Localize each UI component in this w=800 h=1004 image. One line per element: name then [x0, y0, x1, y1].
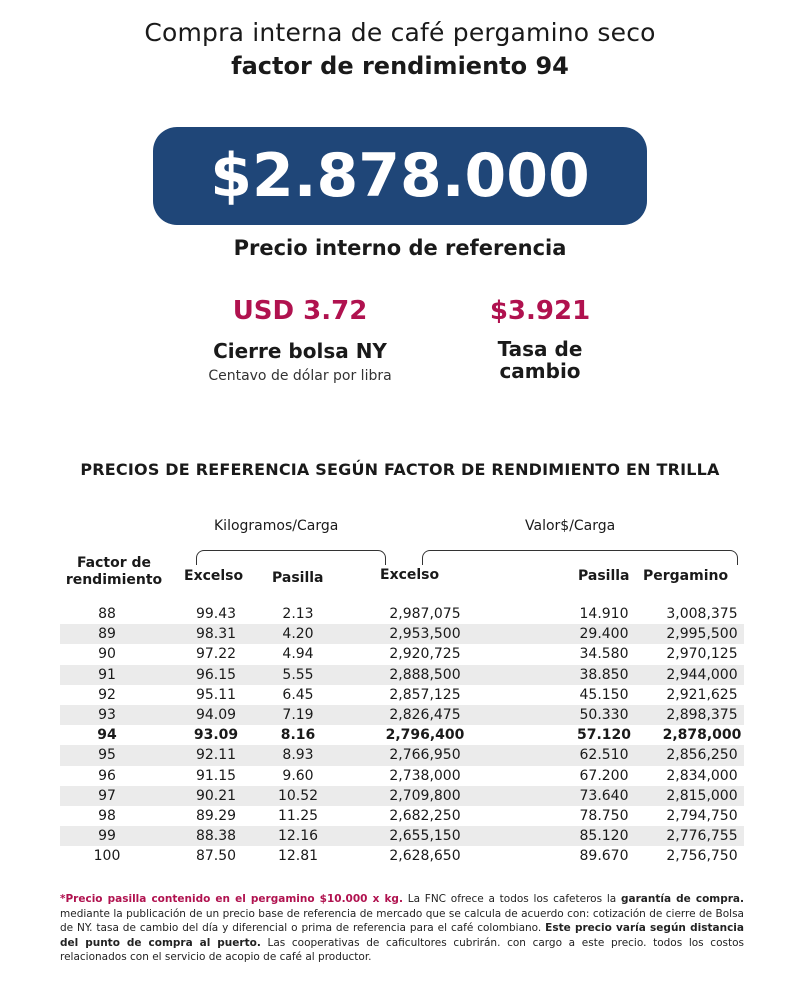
footnote-pasilla-price: *Precio pasilla contenido en el pergamino $10.000 x kg.	[60, 893, 403, 905]
cell-kg-excelso: 91.15	[195, 767, 237, 784]
table-row	[60, 745, 744, 765]
cell-kg-excelso: 96.15	[195, 666, 237, 683]
cell-value-pergamino: 2,756,750	[666, 848, 738, 865]
cell-kg-pasilla: 9.60	[282, 767, 314, 784]
reference-price-value: $2.878.000	[210, 141, 590, 211]
cell-kg-excelso: 98.31	[195, 626, 237, 643]
cell-kg-pasilla: 10.52	[277, 787, 319, 804]
cell-kg-excelso: 94.09	[195, 706, 237, 723]
page-title-line2: factor de rendimiento 94	[231, 52, 569, 80]
cell-kg-excelso: 97.22	[195, 646, 237, 663]
cell-kg-pasilla: 6.45	[282, 686, 314, 703]
header-value-pergamino: Pergamino	[643, 568, 729, 584]
footnote-text-2: mediante la publicación de un precio base de referencia de mercado que se calcula de acuerdo con: cotización de cierre de Bolsa de NY. tasa de cambio del día y diferencial o prima de referencia para el café colombiano.	[60, 907, 744, 935]
cell-value-pasilla: 89.670	[579, 848, 629, 865]
cell-kg-pasilla: 2.13	[282, 606, 314, 622]
cell-kg-pasilla: 8.93	[282, 747, 314, 764]
header-factor	[62, 555, 166, 589]
cell-value-pergamino: 2,815,000	[666, 787, 738, 804]
cell-factor: 91	[98, 666, 116, 683]
cell-factor: 98	[98, 807, 116, 824]
table-row	[60, 644, 744, 664]
cell-kg-pasilla: 11.25	[277, 807, 319, 824]
price-table-body	[60, 604, 744, 866]
cell-value-excelso: 2,826,475	[389, 706, 461, 723]
exchange-rate-label-line2: cambio	[499, 359, 581, 383]
ny-close-value: USD 3.72	[232, 296, 368, 326]
cell-value-excelso: 2,987,075	[389, 606, 461, 622]
cell-kg-excelso: 99.43	[195, 606, 237, 622]
cell-value-pergamino: 2,794,750	[666, 807, 738, 824]
footnote	[60, 892, 744, 965]
cell-value-pergamino: 2,898,375	[666, 706, 738, 723]
cell-factor: 92	[98, 686, 116, 703]
cell-value-excelso: 2,953,500	[389, 626, 461, 643]
cell-value-excelso: 2,766,950	[389, 747, 461, 764]
cell-factor: 89	[98, 626, 116, 643]
cell-value-excelso: 2,628,650	[389, 848, 461, 865]
exchange-rate-label-line1: Tasa de	[497, 337, 583, 361]
cell-value-pasilla: 29.400	[579, 626, 629, 643]
header-value-pasilla: Pasilla	[578, 568, 630, 584]
cell-value-pergamino: 2,834,000	[666, 767, 738, 784]
cell-value-excelso: 2,857,125	[389, 686, 461, 703]
table-row	[60, 624, 744, 644]
table-row	[60, 806, 744, 826]
cell-value-pasilla: 67.200	[579, 767, 629, 784]
cell-kg-excelso: 87.50	[195, 848, 237, 865]
group-label-value: Valor$/Carga	[525, 518, 616, 534]
cell-value-pasilla: 38.850	[579, 666, 629, 683]
ny-close-indicator	[180, 296, 420, 384]
cell-value-excelso: 2,738,000	[389, 767, 461, 784]
cell-kg-pasilla: 8.16	[280, 727, 316, 744]
cell-value-pergamino: 2,856,250	[666, 747, 738, 764]
cell-kg-pasilla: 12.81	[277, 848, 319, 865]
cell-value-excelso: 2,709,800	[389, 787, 461, 804]
header-kg-pasilla: Pasilla	[272, 570, 324, 586]
table-row	[60, 604, 744, 624]
table-row	[60, 725, 744, 745]
cell-value-pasilla: 85.120	[579, 828, 629, 845]
cell-kg-excelso: 88.38	[195, 828, 237, 845]
cell-value-pergamino: 3,008,375	[666, 606, 738, 622]
cell-factor: 95	[98, 747, 116, 764]
cell-factor: 88	[98, 606, 116, 622]
table-row	[60, 826, 744, 846]
cell-kg-pasilla: 7.19	[282, 706, 314, 723]
cell-value-pergamino: 2,995,500	[666, 626, 738, 643]
cell-value-pasilla: 78.750	[579, 807, 629, 824]
table-row	[60, 705, 744, 725]
cell-value-pasilla: 62.510	[579, 747, 629, 764]
cell-value-excelso: 2,888,500	[389, 666, 461, 683]
cell-value-pasilla: 14.910	[579, 606, 629, 622]
cell-value-pasilla: 57.120	[576, 727, 632, 744]
cell-kg-excelso: 92.11	[195, 747, 237, 764]
cell-factor: 99	[98, 828, 116, 845]
header-factor-line2: rendimiento	[65, 572, 163, 588]
cell-factor: 96	[98, 767, 116, 784]
header-kg-excelso: Excelso	[184, 568, 244, 584]
footnote-guarantee: garantía de compra.	[620, 893, 745, 905]
group-bracket-kg	[196, 550, 386, 565]
footnote-text-3: Las cooperativas de caficultores cubrirán. con cargo a este precio. todos los costos relacionados con el servicio de acopio de café al productor.	[60, 936, 744, 964]
cell-kg-pasilla: 5.55	[282, 666, 314, 683]
group-bracket-value	[422, 550, 738, 565]
cell-value-pergamino: 2,944,000	[666, 666, 738, 683]
cell-value-pasilla: 73.640	[579, 787, 629, 804]
cell-factor: 90	[98, 646, 116, 663]
cell-factor: 97	[98, 787, 116, 804]
header-value-excelso: Excelso	[380, 567, 440, 583]
cell-factor: 94	[97, 727, 117, 744]
ny-close-sublabel: Centavo de dólar por libra	[208, 368, 392, 384]
table-row	[60, 766, 744, 786]
price-box	[153, 127, 647, 225]
cell-value-excelso: 2,682,250	[389, 807, 461, 824]
footnote-text-1: La FNC ofrece a todos los cafeteros la	[402, 893, 621, 905]
cell-kg-excelso: 93.09	[193, 727, 239, 744]
cell-kg-pasilla: 12.16	[277, 828, 319, 845]
cell-kg-excelso: 95.11	[195, 686, 237, 703]
table-row	[60, 786, 744, 806]
cell-value-pasilla: 50.330	[579, 706, 629, 723]
cell-value-pergamino: 2,776,755	[666, 828, 738, 845]
cell-factor: 100	[93, 848, 121, 865]
table-row	[60, 846, 744, 866]
table-section-title: PRECIOS DE REFERENCIA SEGÚN FACTOR DE RENDIMIENTO EN TRILLA	[80, 460, 720, 479]
cell-value-excelso: 2,796,400	[385, 727, 465, 744]
cell-value-excelso: 2,920,725	[389, 646, 461, 663]
exchange-rate-indicator	[455, 296, 625, 382]
page-title-line1: Compra interna de café pergamino seco	[144, 18, 656, 47]
cell-kg-pasilla: 4.94	[282, 646, 314, 663]
cell-value-pergamino: 2,921,625	[666, 686, 738, 703]
exchange-rate-label	[455, 338, 625, 382]
group-label-kg: Kilogramos/Carga	[214, 518, 339, 534]
table-row	[60, 685, 744, 705]
cell-kg-pasilla: 4.20	[282, 626, 314, 643]
cell-kg-excelso: 89.29	[195, 807, 237, 824]
cell-value-excelso: 2,655,150	[389, 828, 461, 845]
footnote-distance-note: Este precio varía según distancia del punto de compra al puerto.	[60, 922, 744, 949]
header-factor-line1: Factor de	[76, 555, 152, 571]
table-row	[60, 665, 744, 685]
cell-value-pasilla: 45.150	[579, 686, 629, 703]
cell-value-pergamino: 2,970,125	[666, 646, 738, 663]
cell-value-pergamino: 2,878,000	[662, 727, 742, 744]
reference-price-caption: Precio interno de referencia	[233, 236, 567, 260]
exchange-rate-value: $3.921	[489, 296, 591, 326]
cell-factor: 93	[98, 706, 116, 723]
ny-close-label: Cierre bolsa NY	[213, 339, 387, 363]
cell-kg-excelso: 90.21	[195, 787, 237, 804]
cell-value-pasilla: 34.580	[579, 646, 629, 663]
